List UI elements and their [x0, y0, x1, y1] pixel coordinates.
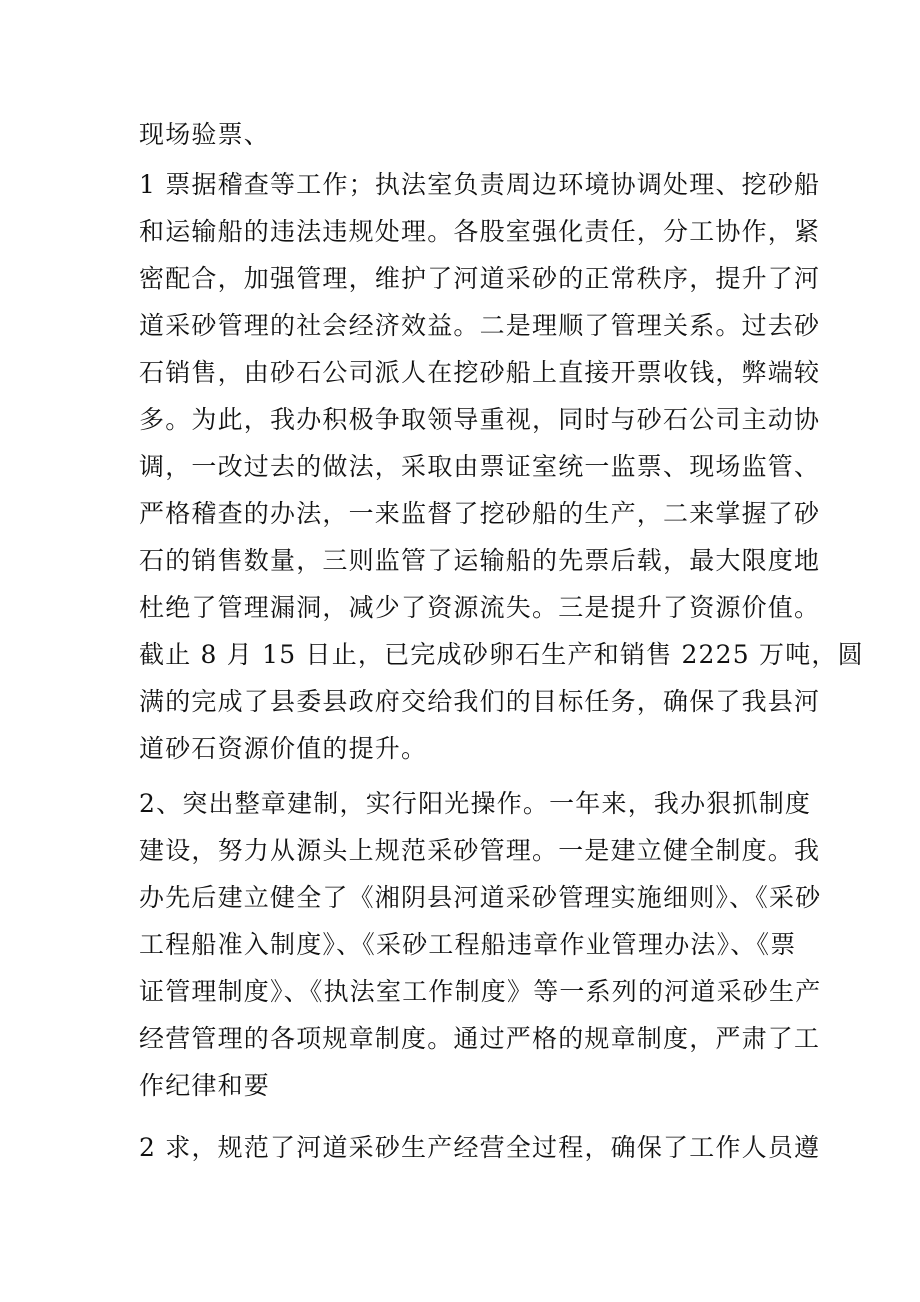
text-line: 严格稽查的办法，一来监督了挖砂船的生产，二来掌握了砂	[139, 499, 821, 528]
text-line: 密配合，加强管理，维护了河道采砂的正常秩序，提升了河	[139, 264, 821, 293]
text-line: 道砂石资源价值的提升。	[139, 734, 428, 763]
text-line: 证管理制度》、《执法室工作制度》等一系列的河道采砂生产	[139, 977, 822, 1006]
text-line: 办先后建立健全了《湘阴县河道采砂管理实施细则》、《采砂	[139, 883, 822, 912]
text-line: 1 票据稽查等工作；执法室负责周边环境协调处理、挖砂船	[139, 170, 821, 199]
text-line: 石的销售数量，三则监管了运输船的先票后载，最大限度地	[139, 546, 821, 575]
text-line: 2、突出整章建制，实行阳光操作。一年来，我办狠抓制度	[139, 789, 812, 818]
text-line: 截止 8 月 15 日止，已完成砂卵石生产和销售 2225 万吨，圆	[139, 640, 864, 669]
text-line: 和运输船的违法违规处理。各股室强化责任，分工协作，紧	[139, 217, 821, 246]
text-line: 建设，努力从源头上规范采砂管理。一是建立健全制度。我	[139, 836, 821, 865]
text-line: 满的完成了县委县政府交给我们的目标任务，确保了我县河	[139, 687, 821, 716]
text-line: 经营管理的各项规章制度。通过严格的规章制度，严肃了工	[139, 1024, 821, 1053]
text-line: 作纪律和要	[139, 1071, 271, 1100]
text-line: 石销售，由砂石公司派人在挖砂船上直接开票收钱，弊端较	[139, 358, 821, 387]
text-line: 2 求，规范了河道采砂生产经营全过程，确保了工作人员遵	[139, 1133, 821, 1162]
text-line: 现场验票、	[139, 120, 271, 149]
text-line: 工程船准入制度》、《采砂工程船违章作业管理办法》、《票	[139, 930, 797, 959]
text-line: 调，一改过去的做法，采取由票证室统一监票、现场监管、	[139, 452, 821, 481]
text-line: 杜绝了管理漏洞，减少了资源流失。三是提升了资源价值。	[139, 593, 821, 622]
text-line: 道采砂管理的社会经济效益。二是理顺了管理关系。过去砂	[139, 311, 821, 340]
text-line: 多。为此，我办积极争取领导重视，同时与砂石公司主动协	[139, 405, 821, 434]
